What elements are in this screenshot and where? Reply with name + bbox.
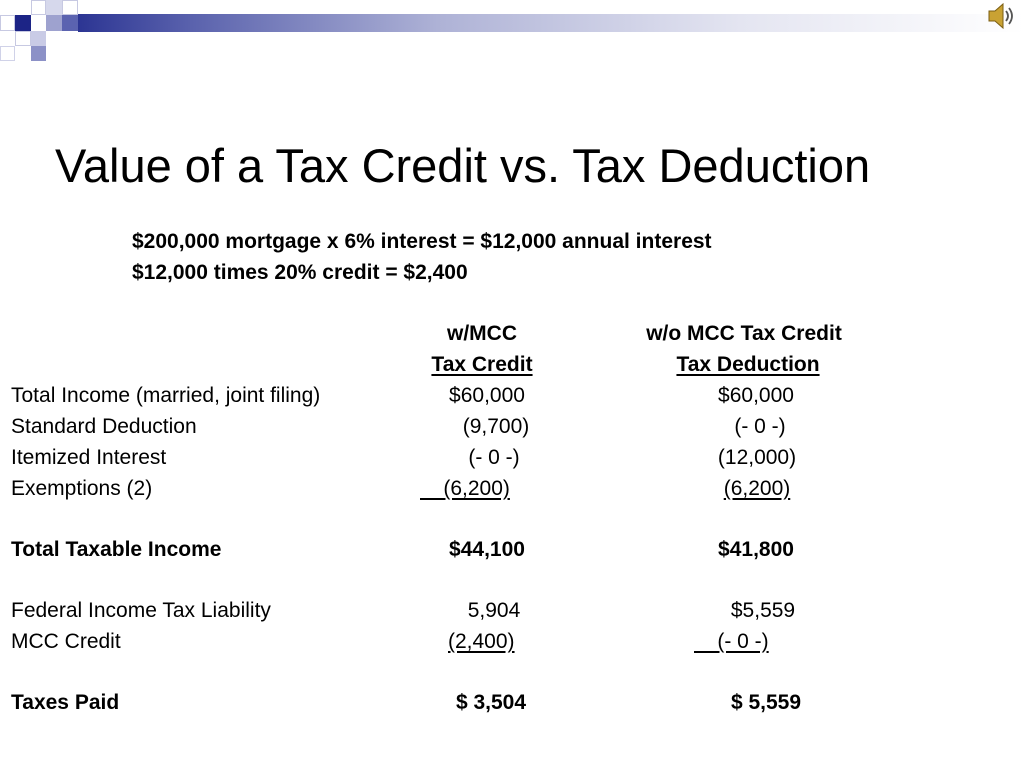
header-gradient-band <box>78 14 1024 32</box>
row-label: Total Income (married, joint filing) <box>11 384 321 407</box>
row-value-with-mcc: $ 3,504 <box>455 691 527 714</box>
header-square <box>31 0 46 15</box>
row-value-with-mcc: 5,904 <box>467 599 521 622</box>
row-value-without-mcc: $41,800 <box>718 538 794 561</box>
row-label: Federal Income Tax Liability <box>11 599 271 622</box>
speaker-icon[interactable] <box>986 0 1016 32</box>
row-value-without-mcc: $ 5,559 <box>730 691 802 714</box>
row-value-without-mcc: (- 0 -) <box>694 630 769 653</box>
row-label: Total Taxable Income <box>11 538 222 561</box>
row-value-with-mcc: $44,100 <box>449 538 525 561</box>
row-value-with-mcc: (6,200) <box>420 477 510 500</box>
header-square <box>62 15 78 31</box>
header-square <box>0 15 15 31</box>
intro-line-credit: $12,000 times 20% credit = $2,400 <box>132 261 468 284</box>
slide-title: Value of a Tax Credit vs. Tax Deduction <box>55 139 871 192</box>
row-value-without-mcc: (12,000) <box>717 446 797 469</box>
row-label: Itemized Interest <box>11 446 167 469</box>
row-value-with-mcc: (2,400) <box>448 630 515 653</box>
row-value-without-mcc: (- 0 -) <box>734 415 786 438</box>
header-square <box>46 15 62 31</box>
header-without-mcc-line1: w/o MCC Tax Credit <box>646 322 842 345</box>
header-square <box>15 15 31 31</box>
header-square <box>31 31 46 46</box>
header-square <box>46 0 62 15</box>
row-value-without-mcc: $60,000 <box>718 384 794 407</box>
header-square <box>62 0 78 15</box>
row-value-without-mcc: (6,200) <box>723 477 791 500</box>
row-label: Taxes Paid <box>11 691 120 714</box>
row-label: Exemptions (2) <box>11 477 153 500</box>
row-value-with-mcc: (- 0 -) <box>468 446 520 469</box>
header-square <box>15 31 31 46</box>
header-square <box>0 46 15 61</box>
row-value-with-mcc: (9,700) <box>462 415 530 438</box>
row-value-without-mcc: $5,559 <box>730 599 796 622</box>
header-with-mcc-line1: w/MCC <box>447 322 517 345</box>
row-label: MCC Credit <box>11 630 121 653</box>
header-square <box>31 46 46 61</box>
header-without-mcc-line2: Tax Deduction <box>676 353 820 376</box>
intro-line-mortgage: $200,000 mortgage x 6% interest = $12,000 annual interest <box>132 230 712 253</box>
row-value-with-mcc: $60,000 <box>449 384 525 407</box>
header-with-mcc-line2: Tax Credit <box>431 353 533 376</box>
row-label: Standard Deduction <box>11 415 197 438</box>
